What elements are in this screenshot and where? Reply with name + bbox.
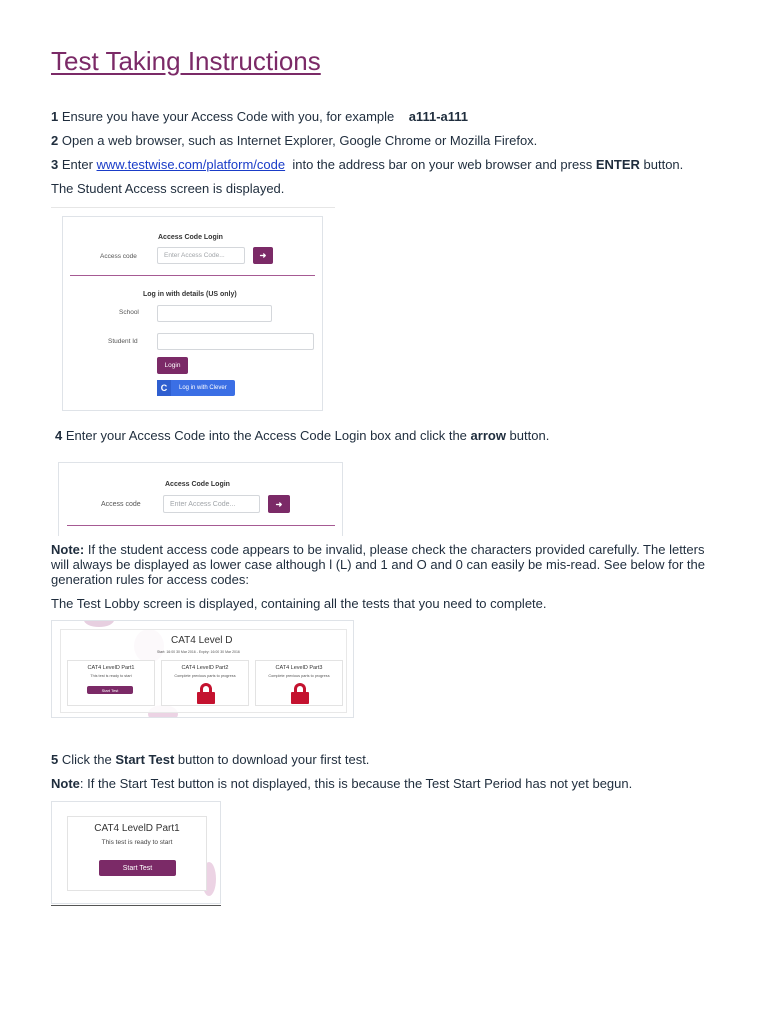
test-card-status: This test is ready to start (90, 674, 132, 678)
step-4-post: button. (505, 428, 550, 443)
step-3-result: The Student Access screen is displayed. (51, 181, 285, 196)
arrow-right-icon-2: ➜ (275, 499, 283, 509)
note-text: If the student access code appears to be invalid, please check the characters provided carefully. The letters will always be displayed as lower case although l (L) and 1 and O and 0 can easily be mis-read. See below for the generation rules for access codes: (51, 542, 705, 587)
step-1-text: Ensure you have your Access Code with you, for example (58, 109, 409, 124)
test-lobby-screenshot (51, 620, 354, 718)
clever-logo-icon: C (157, 380, 171, 396)
step-2 (51, 133, 537, 148)
step-3-pre: Enter (58, 157, 97, 172)
section-divider-2 (67, 525, 335, 526)
test-card-part1-large (67, 816, 207, 891)
start-test-word: Start Test (115, 752, 175, 767)
school-label: School (119, 309, 139, 316)
shot-1-top-rule (51, 207, 335, 208)
student-id-label: Student Id (108, 338, 138, 345)
arrow-submit-button-2[interactable] (268, 495, 290, 513)
test-card-title: CAT4 LevelD Part3 (275, 665, 323, 671)
step-4-number: 4 (55, 428, 63, 443)
access-code-input[interactable]: Enter Access Code... (157, 247, 245, 264)
arrow-word: arrow (470, 428, 506, 443)
access-code-note (51, 542, 721, 587)
access-code-login-heading-2: Access Code Login (165, 481, 230, 488)
student-access-screenshot (62, 216, 323, 411)
section-divider (70, 275, 315, 276)
step-5-pre: Click the (58, 752, 116, 767)
page-title: Test Taking Instructions (51, 46, 321, 76)
step-3-mid: into the address bar on your web browser and press (285, 157, 596, 172)
note-label: Note: (51, 542, 85, 557)
login-button[interactable]: Login (157, 357, 188, 374)
access-code-login-heading: Access Code Login (158, 234, 223, 241)
lobby-panel (60, 629, 347, 713)
step-3 (51, 157, 683, 172)
test-card-title: CAT4 LevelD Part1 (87, 665, 135, 671)
test-card-status: Complete previous parts to progress (268, 674, 330, 678)
test-card-title: CAT4 LevelD Part1 (94, 823, 180, 834)
arrow-submit-button[interactable] (253, 247, 273, 264)
step-4 (55, 428, 549, 443)
decor-shape (84, 620, 114, 627)
step-5-post: button to download your first test. (174, 752, 370, 767)
test-card-title: CAT4 LevelD Part2 (181, 665, 229, 671)
start-period-note (51, 776, 632, 791)
step-2-text: Open a web browser, such as Internet Explorer, Google Chrome or Mozilla Firefox. (58, 133, 538, 148)
enter-key-label: ENTER (595, 157, 640, 172)
test-card-part2 (161, 660, 249, 706)
bottom-rule (51, 905, 221, 906)
example-access-code: a111-a111 (408, 109, 469, 124)
start-test-button[interactable]: Start Test (87, 686, 133, 694)
start-test-button-large[interactable]: Start Test (99, 860, 176, 876)
lobby-level-heading: CAT4 Level D (171, 635, 233, 646)
access-code-screenshot (58, 462, 343, 536)
clever-login-label: Log in with Clever (179, 385, 227, 391)
step-1 (51, 109, 468, 124)
access-code-label-2: Access code (101, 501, 141, 508)
test-card-status: This test is ready to start (101, 839, 173, 846)
step-5-number: 5 (51, 752, 59, 767)
step-3-post: button. (639, 157, 684, 172)
step-1-number: 1 (51, 109, 59, 124)
arrow-right-icon: ➜ (259, 251, 267, 260)
padlock-icon (197, 683, 215, 705)
lobby-dates: Start: 16:00 30 Mar 2016 - Expiry: 16:00 30 Mar 2016 (157, 650, 240, 654)
step-2-number: 2 (51, 133, 59, 148)
note2-label: Note (51, 776, 80, 791)
school-input[interactable] (157, 305, 272, 322)
start-test-screenshot (51, 801, 221, 904)
step-4-pre: Enter your Access Code into the Access Code Login box and click the (62, 428, 471, 443)
step-5 (51, 752, 369, 767)
test-card-part1 (67, 660, 155, 706)
note2-text: : If the Start Test button is not displayed, this is because the Test Start Period has not yet begun. (79, 776, 633, 791)
details-login-heading: Log in with details (US only) (143, 291, 237, 298)
padlock-icon (291, 683, 309, 705)
platform-code-link[interactable]: www.testwise.com/platform/code (96, 157, 286, 172)
step-3-number: 3 (51, 157, 59, 172)
test-card-part3 (255, 660, 343, 706)
access-code-label: Access code (100, 253, 137, 260)
access-code-input-2[interactable]: Enter Access Code... (163, 495, 260, 513)
student-id-input[interactable] (157, 333, 314, 350)
lobby-description: The Test Lobby screen is displayed, containing all the tests that you need to complete. (51, 596, 547, 611)
test-card-status: Complete previous parts to progress (174, 674, 236, 678)
clever-login-button[interactable] (157, 380, 235, 396)
